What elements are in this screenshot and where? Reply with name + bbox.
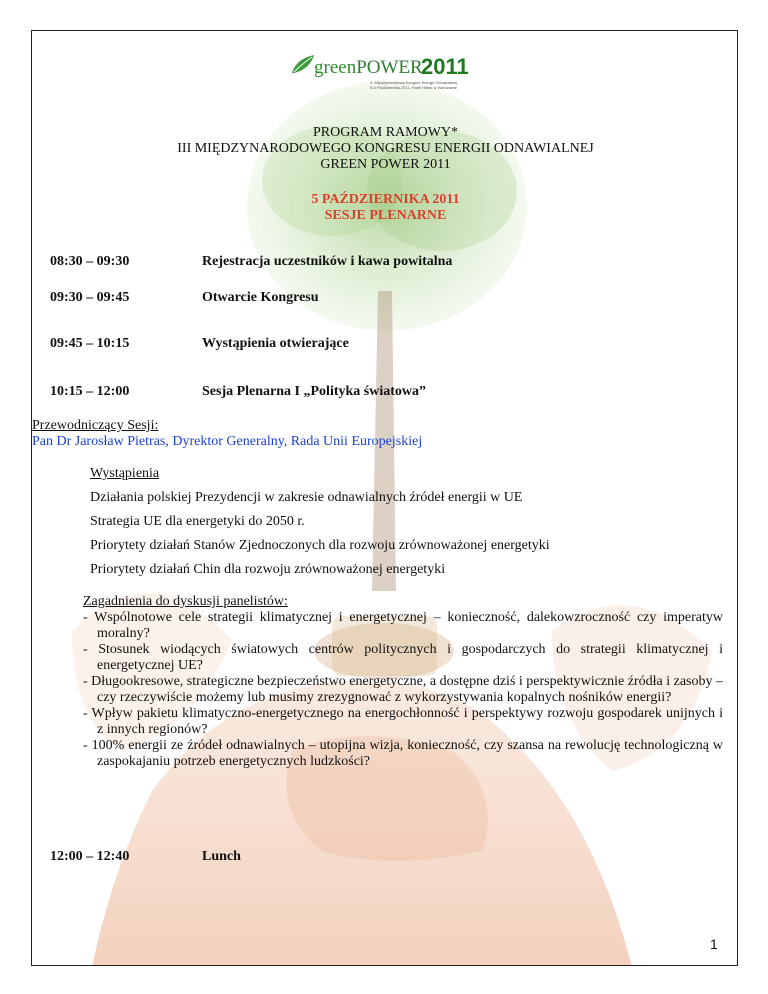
topic-item: - Długookresowe, strategiczne bezpieczeństwo energetyczne, a dostępne dziś i perspektywicznie źródła i zasoby – czy rzeczywiście możemy lub musimy zrezygnować z wykorzystywania kopalnych nośników energii? bbox=[83, 674, 723, 705]
schedule-time: 10:15 – 12:00 bbox=[50, 384, 130, 399]
topic-item: - Wspólnotowe cele strategii klimatycznej i energetycznej – konieczność, dalekowzroczność czy imperatyw moralny? bbox=[83, 610, 723, 641]
schedule-time: 09:30 – 09:45 bbox=[50, 290, 130, 305]
logo-year: 2011 bbox=[421, 54, 469, 79]
schedule-title: Rejestracja uczestników i kawa powitalna bbox=[202, 254, 453, 269]
page-number: 1 bbox=[710, 936, 718, 952]
schedule-title: Sesja Plenarna I „Polityka światowa” bbox=[202, 384, 426, 399]
title-line-1: PROGRAM RAMOWY* bbox=[312, 125, 459, 140]
logo-subtitle: 3. Międzynarodowy Kongres Energii Odnawialnej 5-6 Października 2011, Hotel Hilton w Warszawie bbox=[370, 80, 458, 90]
date-line: 5 PAŹDZIERNIKA 2011 bbox=[311, 192, 460, 207]
topic-item: - Wpływ pakietu klimatyczno-energetycznego na energochłonność i perspektywy rozwoju gospodarek unijnych i z innych regionów? bbox=[83, 706, 723, 737]
chairs-label: Przewodniczący Sesji: bbox=[32, 418, 159, 433]
schedule-title: Otwarcie Kongresu bbox=[202, 290, 319, 305]
topic-item: - Stosunek wiodących światowych centrów politycznych i gospodarczych do strategii klimatycznej i energetycznej UE? bbox=[83, 642, 723, 673]
schedule-time: 09:45 – 10:15 bbox=[50, 336, 130, 351]
schedule-title: Wystąpienia otwierające bbox=[202, 336, 349, 351]
session-chairs bbox=[32, 418, 422, 450]
topic-item: - 100% energii ze źródeł odnawialnych – utopijna wizja, konieczność, czy szansa na rewolucję technologiczną w zaspokajaniu potrzeb energetycznych ludzkości? bbox=[83, 738, 723, 769]
schedule-time: 12:00 – 12:40 bbox=[50, 849, 130, 864]
session-date bbox=[32, 192, 738, 224]
schedule-time: 08:30 – 09:30 bbox=[50, 254, 130, 269]
topics-heading: Zagadnienia do dyskusji panelistów: bbox=[83, 594, 288, 609]
leaf-icon bbox=[290, 53, 316, 75]
discussion-topics bbox=[83, 594, 723, 770]
session-type: SESJE PLENARNE bbox=[324, 208, 447, 223]
chair-person: Pan Dr Jarosław Pietras, Dyrektor Generalny, Rada Unii Europejskiej bbox=[32, 434, 423, 449]
title-line-2: III MIĘDZYNARODOWEGO KONGRESU ENERGII ODNAWIALNEJ bbox=[177, 141, 594, 156]
speech-item: Priorytety działań Chin dla rozwoju zrównoważonej energetyki bbox=[90, 562, 446, 577]
speech-item: Działania polskiej Prezydencji w zakresie odnawialnych źródeł energii w UE bbox=[90, 490, 523, 505]
title-line-3: GREEN POWER 2011 bbox=[320, 157, 451, 172]
green-power-logo bbox=[290, 49, 480, 97]
document-page bbox=[31, 30, 738, 966]
speech-item: Strategia UE dla energetyki do 2050 r. bbox=[90, 514, 305, 529]
speeches-heading: Wystąpienia bbox=[90, 466, 160, 481]
speeches-list bbox=[90, 466, 550, 586]
schedule-title: Lunch bbox=[202, 849, 241, 864]
logo-wordmark: greenPOWER bbox=[314, 57, 423, 78]
speech-item: Priorytety działań Stanów Zjednoczonych dla rozwoju zrównoważonej energetyki bbox=[90, 538, 550, 553]
program-title bbox=[32, 125, 738, 173]
